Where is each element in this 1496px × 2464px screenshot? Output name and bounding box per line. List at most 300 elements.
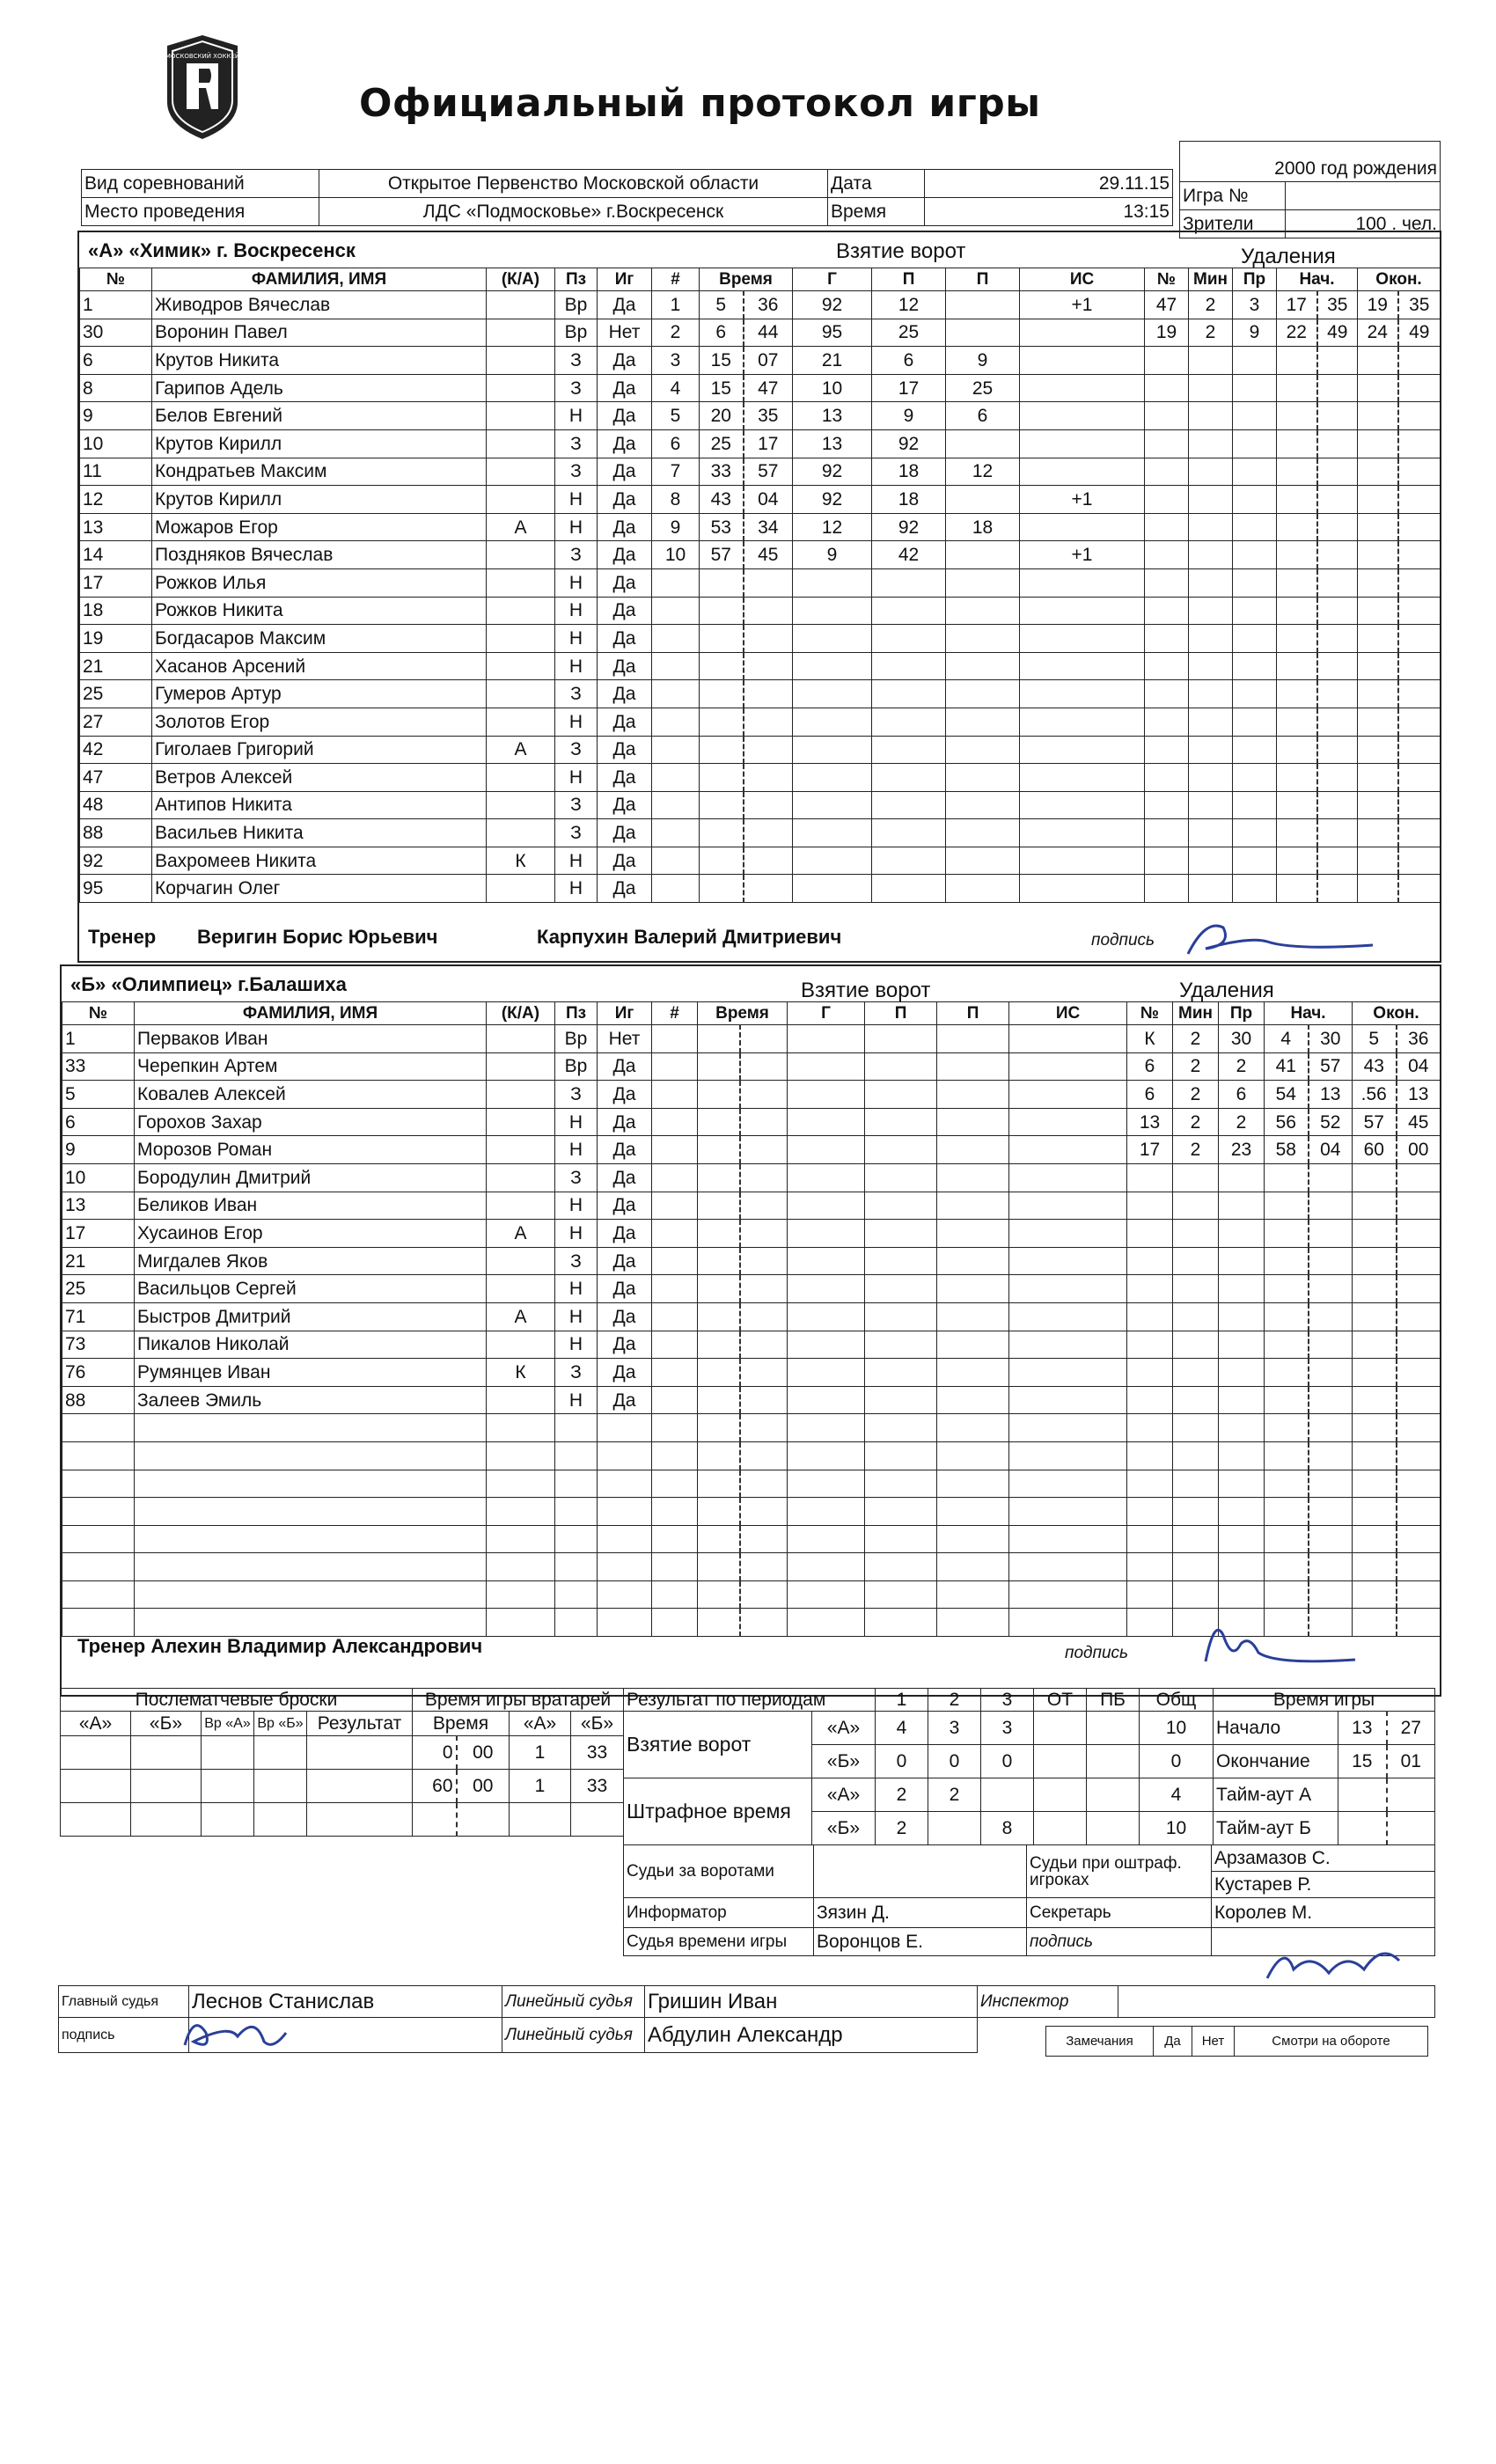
penalty-reason xyxy=(1233,402,1277,430)
goal-second xyxy=(740,1108,788,1136)
player-name: Можаров Егор xyxy=(152,513,487,541)
player-played: Да xyxy=(598,680,652,708)
goals-team-a-value: 10 xyxy=(1140,1712,1214,1745)
player-position: Н xyxy=(555,568,598,597)
player-number xyxy=(62,1414,135,1442)
player-name: Васильцов Сергей xyxy=(135,1275,487,1303)
penalty-minutes xyxy=(1189,458,1233,486)
pim-team-b-value xyxy=(1087,1812,1140,1845)
pim-label: Штрафное время xyxy=(624,1778,812,1845)
goal-assist-2 xyxy=(937,1275,1009,1303)
goal-minute xyxy=(698,1302,740,1331)
goal-scorer xyxy=(793,625,872,653)
goal-scorer: 12 xyxy=(793,513,872,541)
player-name: Гарипов Адель xyxy=(152,374,487,402)
goal-assist-2 xyxy=(937,1498,1009,1526)
goal-second xyxy=(740,1052,788,1081)
penalty-end-sec xyxy=(1397,1247,1441,1275)
penalty-reason xyxy=(1233,625,1277,653)
penalty-start-min xyxy=(1277,652,1317,680)
goal-scorer: 21 xyxy=(793,347,872,375)
table-row xyxy=(1127,1302,1441,1331)
competition-value: Открытое Первенство Московской области xyxy=(319,170,828,198)
penalty-end-sec xyxy=(1398,652,1441,680)
penalty-start-sec: 35 xyxy=(1317,291,1358,319)
player-number: 30 xyxy=(80,319,152,347)
player-name xyxy=(135,1609,487,1637)
penalty-end-min xyxy=(1353,1470,1397,1498)
penalty-start-sec xyxy=(1309,1247,1353,1275)
player-ka xyxy=(487,1025,555,1053)
penalty-start-sec xyxy=(1317,625,1358,653)
penalty-end-sec xyxy=(1397,1525,1441,1553)
goal-situation xyxy=(1009,1470,1127,1498)
goal-second: 45 xyxy=(744,541,793,569)
goal-situation xyxy=(1020,819,1145,847)
timekeeper-value: Воронцов Е. xyxy=(814,1928,1027,1956)
table-row xyxy=(1127,1081,1441,1109)
player-name xyxy=(135,1498,487,1526)
player-position xyxy=(555,1553,598,1581)
player-position: З xyxy=(555,791,598,819)
roster-header-row xyxy=(62,1002,652,1025)
player-position: Вр xyxy=(555,291,598,319)
penalty-end-min xyxy=(1358,541,1398,569)
col-name-header: ФАМИЛИЯ, ИМЯ xyxy=(152,268,487,291)
player-played: Да xyxy=(598,736,652,764)
penalty-start-min xyxy=(1277,597,1317,625)
table-row xyxy=(1145,347,1441,375)
goals-team-b-value: 0 xyxy=(876,1745,928,1778)
periods-title: Результат по периодам xyxy=(624,1689,876,1712)
goal-assist-1 xyxy=(872,625,946,653)
player-name: Кондратьев Максим xyxy=(152,458,487,486)
game-time-table xyxy=(1213,1688,1435,1845)
goal-scorer xyxy=(788,1302,865,1331)
goal-minute: 53 xyxy=(700,513,744,541)
goal-col-scorer-header: Г xyxy=(788,1002,865,1025)
team-label: «А» xyxy=(812,1712,876,1745)
goal-number xyxy=(652,1525,698,1553)
player-number: 48 xyxy=(80,791,152,819)
goal-second xyxy=(740,1359,788,1387)
goalie-minute: 0 xyxy=(413,1736,457,1770)
player-name xyxy=(135,1580,487,1609)
penalty-end-min xyxy=(1358,597,1398,625)
goal-situation xyxy=(1020,625,1145,653)
penalty-start-sec xyxy=(1309,1220,1353,1248)
penalty-start-min xyxy=(1265,1220,1309,1248)
penalty-end-min xyxy=(1353,1441,1397,1470)
player-ka xyxy=(487,319,555,347)
timeout-a-sec xyxy=(1387,1778,1435,1812)
penalty-start-min xyxy=(1265,1192,1309,1220)
penalty-player xyxy=(1127,1498,1173,1526)
penalty-end-sec xyxy=(1398,429,1441,458)
goal-minute xyxy=(698,1525,740,1553)
player-position: Н xyxy=(555,708,598,736)
player-ka xyxy=(487,1275,555,1303)
penalty-start-sec: 57 xyxy=(1309,1052,1353,1081)
col-played-header: Иг xyxy=(598,1002,652,1025)
spectators-label: Зрители xyxy=(1180,210,1286,238)
penalty-end-min: 5 xyxy=(1353,1025,1397,1053)
penalty-player xyxy=(1127,1414,1173,1442)
player-position: З xyxy=(555,680,598,708)
player-position: Н xyxy=(555,847,598,875)
penalty-minutes xyxy=(1173,1525,1219,1553)
penalty-start-sec xyxy=(1309,1192,1353,1220)
table-row xyxy=(1127,1470,1441,1498)
penalty-player xyxy=(1145,374,1189,402)
goal-number: 1 xyxy=(652,291,700,319)
goal-scorer xyxy=(788,1498,865,1526)
goal-number xyxy=(652,1302,698,1331)
goal-col-situation-header: ИС xyxy=(1009,1002,1127,1025)
player-ka xyxy=(487,625,555,653)
player-name: Воронин Павел xyxy=(152,319,487,347)
goalie-header-row xyxy=(413,1712,624,1736)
table-row xyxy=(652,1052,1127,1081)
goals-team-a-value xyxy=(1034,1712,1087,1745)
table-row xyxy=(62,1052,652,1081)
table-row xyxy=(1127,1025,1441,1053)
player-played: Да xyxy=(598,568,652,597)
remarks-see-back: Смотри на обороте xyxy=(1235,2027,1428,2057)
goals-team-b-value xyxy=(1087,1745,1140,1778)
goal-scorer xyxy=(788,1525,865,1553)
penalty-minutes xyxy=(1173,1220,1219,1248)
penalty-start-min xyxy=(1265,1302,1309,1331)
penalty-minutes xyxy=(1189,513,1233,541)
penalty-player xyxy=(1127,1580,1173,1609)
player-position: Н xyxy=(555,597,598,625)
shootout-cell xyxy=(202,1736,254,1770)
table-row xyxy=(1145,847,1441,875)
goal-minute: 20 xyxy=(700,402,744,430)
penalty-reason xyxy=(1219,1580,1265,1609)
table-row xyxy=(1127,1052,1441,1081)
player-number: 14 xyxy=(80,541,152,569)
goal-assist-2: 6 xyxy=(946,402,1020,430)
penalty-start-sec xyxy=(1317,458,1358,486)
table-row xyxy=(652,652,1145,680)
goal-number xyxy=(652,1359,698,1387)
pen-col-number-header: № xyxy=(1145,268,1189,291)
game-number-label: Игра № xyxy=(1180,182,1286,210)
player-name xyxy=(135,1441,487,1470)
goal-assist-1 xyxy=(865,1609,937,1637)
goal-number: 8 xyxy=(652,486,700,514)
shootout-cell xyxy=(307,1736,413,1770)
penalty-minutes xyxy=(1173,1414,1219,1442)
venue-value: ЛДС «Подмосковье» г.Воскресенск xyxy=(319,198,828,226)
player-position: З xyxy=(555,1247,598,1275)
goal-situation xyxy=(1009,1108,1127,1136)
team-a-section xyxy=(77,231,1441,963)
goals-team-a-value: 3 xyxy=(981,1712,1034,1745)
player-ka: А xyxy=(487,1220,555,1248)
player-number: 17 xyxy=(80,568,152,597)
player-number: 21 xyxy=(80,652,152,680)
goal-second: 34 xyxy=(744,513,793,541)
table-row xyxy=(1145,486,1441,514)
goal-minute xyxy=(700,597,744,625)
goalie-col-a-header: «А» xyxy=(510,1712,571,1736)
player-name: Рожков Никита xyxy=(152,597,487,625)
team-b-roster xyxy=(62,1001,652,1637)
player-ka: А xyxy=(487,513,555,541)
goal-scorer: 13 xyxy=(793,402,872,430)
player-number: 27 xyxy=(80,708,152,736)
table-row xyxy=(652,1386,1127,1414)
team-a-penalties-title: Удаления xyxy=(1241,245,1336,268)
penalty-start-sec: 52 xyxy=(1309,1108,1353,1136)
player-played: Да xyxy=(598,291,652,319)
player-played xyxy=(598,1580,652,1609)
penalty-start-sec xyxy=(1309,1498,1353,1526)
penalty-reason xyxy=(1233,347,1277,375)
player-number: 47 xyxy=(80,764,152,792)
table-row xyxy=(1145,374,1441,402)
table-row xyxy=(80,847,652,875)
shootout-col-header: Вр «А» xyxy=(202,1712,254,1736)
goal-number xyxy=(652,819,700,847)
goal-assist-2: 9 xyxy=(946,347,1020,375)
table-row xyxy=(62,1441,652,1470)
goal-number xyxy=(652,1580,698,1609)
goal-number xyxy=(652,1498,698,1526)
goal-assist-2 xyxy=(937,1525,1009,1553)
player-name: Васильев Никита xyxy=(152,819,487,847)
penalty-start-min: 41 xyxy=(1265,1052,1309,1081)
goal-assist-1 xyxy=(865,1275,937,1303)
goalie-a-number: 1 xyxy=(510,1736,571,1770)
penalty-end-sec xyxy=(1397,1580,1441,1609)
goal-scorer xyxy=(793,652,872,680)
player-position: Н xyxy=(555,1136,598,1164)
goal-minute: 5 xyxy=(700,291,744,319)
penalty-end-sec xyxy=(1398,847,1441,875)
goal-second: 36 xyxy=(744,291,793,319)
penalty-minutes xyxy=(1189,875,1233,903)
penalty-player xyxy=(1145,486,1189,514)
penalty-player xyxy=(1127,1441,1173,1470)
penalty-end-sec xyxy=(1398,680,1441,708)
player-position xyxy=(555,1580,598,1609)
table-row xyxy=(80,291,652,319)
player-played: Да xyxy=(598,1331,652,1359)
penalty-end-sec: 04 xyxy=(1397,1052,1441,1081)
timeout-b-sec xyxy=(1387,1812,1435,1845)
goal-minute xyxy=(698,1386,740,1414)
table-row xyxy=(1127,1275,1441,1303)
goal-scorer xyxy=(788,1192,865,1220)
penalty-start-sec: 30 xyxy=(1309,1025,1353,1053)
penalty-end-min xyxy=(1358,708,1398,736)
player-number: 17 xyxy=(62,1220,135,1248)
goal-assist-1: 25 xyxy=(872,319,946,347)
table-row xyxy=(80,541,652,569)
goalie-minute xyxy=(413,1803,457,1837)
pim-team-b-value: 10 xyxy=(1140,1812,1214,1845)
penalty-reason xyxy=(1219,1386,1265,1414)
period-results-table xyxy=(623,1688,1214,1845)
penalty-end-min xyxy=(1353,1359,1397,1387)
table-row xyxy=(62,1359,652,1387)
goal-number: 9 xyxy=(652,513,700,541)
goal-second xyxy=(740,1553,788,1581)
penalty-start-min xyxy=(1265,1386,1309,1414)
hockey-league-logo xyxy=(160,33,245,141)
pen-col-number-header: № xyxy=(1127,1002,1173,1025)
penalty-end-min xyxy=(1358,402,1398,430)
player-played: Да xyxy=(598,1052,652,1081)
head-referee-sign-label: подпись xyxy=(59,2018,189,2053)
player-number: 8 xyxy=(80,374,152,402)
goal-minute xyxy=(700,791,744,819)
penalty-player xyxy=(1145,736,1189,764)
pen-col-minutes-header: Мин xyxy=(1173,1002,1219,1025)
penalty-reason xyxy=(1219,1163,1265,1192)
goal-situation xyxy=(1009,1192,1127,1220)
table-row xyxy=(652,1331,1127,1359)
penalty-end-sec: 49 xyxy=(1398,319,1441,347)
table-row xyxy=(1145,402,1441,430)
goal-number xyxy=(652,1136,698,1164)
col-ka-header: (К/А) xyxy=(487,268,555,291)
penalty-player xyxy=(1145,708,1189,736)
table-row xyxy=(1145,597,1441,625)
goal-assist-1 xyxy=(865,1247,937,1275)
shootout-cell xyxy=(202,1770,254,1803)
goal-second: 35 xyxy=(744,402,793,430)
penalty-end-min xyxy=(1358,652,1398,680)
penalty-start-min xyxy=(1277,680,1317,708)
table-row xyxy=(80,597,652,625)
goalie-title-row xyxy=(413,1689,624,1712)
goal-assist-2 xyxy=(946,847,1020,875)
player-position: З xyxy=(555,1359,598,1387)
table-row xyxy=(80,875,652,903)
player-number: 18 xyxy=(80,597,152,625)
goal-number xyxy=(652,764,700,792)
col-number-header: № xyxy=(62,1002,135,1025)
penalty-reason xyxy=(1233,597,1277,625)
goal-second xyxy=(744,875,793,903)
player-name: Хусаинов Егор xyxy=(135,1220,487,1248)
goal-minute xyxy=(700,708,744,736)
goal-number: 5 xyxy=(652,402,700,430)
player-ka: К xyxy=(487,1359,555,1387)
goal-minute xyxy=(698,1108,740,1136)
goal-assist-2 xyxy=(946,597,1020,625)
shootout-col-header: Вр «Б» xyxy=(254,1712,307,1736)
player-position xyxy=(555,1414,598,1442)
penalty-start-sec xyxy=(1317,652,1358,680)
team-a-penalties xyxy=(1144,268,1441,903)
goal-scorer: 95 xyxy=(793,319,872,347)
table-row xyxy=(1145,680,1441,708)
table-row xyxy=(62,1247,652,1275)
player-position xyxy=(555,1609,598,1637)
penalty-start-min: 58 xyxy=(1265,1136,1309,1164)
player-number: 19 xyxy=(80,625,152,653)
goal-situation xyxy=(1009,1331,1127,1359)
player-ka xyxy=(487,1441,555,1470)
goal-situation: +1 xyxy=(1020,541,1145,569)
penalty-reason xyxy=(1233,708,1277,736)
goalie-minute: 60 xyxy=(413,1770,457,1803)
penalty-end-min xyxy=(1358,458,1398,486)
player-name: Морозов Роман xyxy=(135,1136,487,1164)
team-label: «А» xyxy=(812,1778,876,1812)
team-b-goals-title: Взятие ворот xyxy=(801,979,931,1002)
table-row xyxy=(80,680,652,708)
goal-second xyxy=(740,1498,788,1526)
penalty-end-min xyxy=(1358,347,1398,375)
penalty-start-sec xyxy=(1317,680,1358,708)
table-row xyxy=(1145,791,1441,819)
penalty-player xyxy=(1145,875,1189,903)
goal-number xyxy=(652,1108,698,1136)
player-played: Да xyxy=(598,764,652,792)
table-row xyxy=(1214,1778,1435,1812)
penalty-start-sec xyxy=(1309,1386,1353,1414)
goal-scorer xyxy=(788,1580,865,1609)
venue-label: Место проведения xyxy=(82,198,319,226)
goal-situation xyxy=(1020,458,1145,486)
game-time-title-row xyxy=(1214,1689,1435,1712)
goal-minute xyxy=(698,1414,740,1442)
penalty-end-sec xyxy=(1398,486,1441,514)
goal-number xyxy=(652,1275,698,1303)
goals-team-b-value: 0 xyxy=(981,1745,1034,1778)
player-position: З xyxy=(555,347,598,375)
goal-number xyxy=(652,1470,698,1498)
pen-col-end-header: Окон. xyxy=(1358,268,1441,291)
shootout-table xyxy=(60,1688,413,1837)
table-row xyxy=(62,1302,652,1331)
start-minute: 27 xyxy=(1387,1712,1435,1745)
goal-number xyxy=(652,597,700,625)
table-row xyxy=(1127,1441,1441,1470)
penalty-player xyxy=(1127,1386,1173,1414)
penalty-minutes xyxy=(1189,764,1233,792)
goalie-second xyxy=(457,1803,510,1837)
player-number: 21 xyxy=(62,1247,135,1275)
goal-assist-1: 6 xyxy=(872,347,946,375)
penalty-judge-1: Арзамазов С. xyxy=(1212,1845,1435,1872)
player-position xyxy=(555,1498,598,1526)
goal-col-number-header: # xyxy=(652,268,700,291)
table-row xyxy=(652,680,1145,708)
penalties-header-row xyxy=(1145,268,1441,291)
penalty-start-sec: 04 xyxy=(1309,1136,1353,1164)
table-row xyxy=(652,319,1145,347)
penalty-reason xyxy=(1233,513,1277,541)
penalty-minutes: 2 xyxy=(1189,319,1233,347)
penalty-end-min xyxy=(1358,374,1398,402)
table-row xyxy=(1127,1553,1441,1581)
player-number: 92 xyxy=(80,847,152,875)
goal-minute xyxy=(700,625,744,653)
table-row xyxy=(1145,429,1441,458)
penalty-reason xyxy=(1219,1498,1265,1526)
goalie-col-b-header: «Б» xyxy=(571,1712,624,1736)
goal-scorer xyxy=(793,597,872,625)
penalty-start-sec xyxy=(1317,791,1358,819)
